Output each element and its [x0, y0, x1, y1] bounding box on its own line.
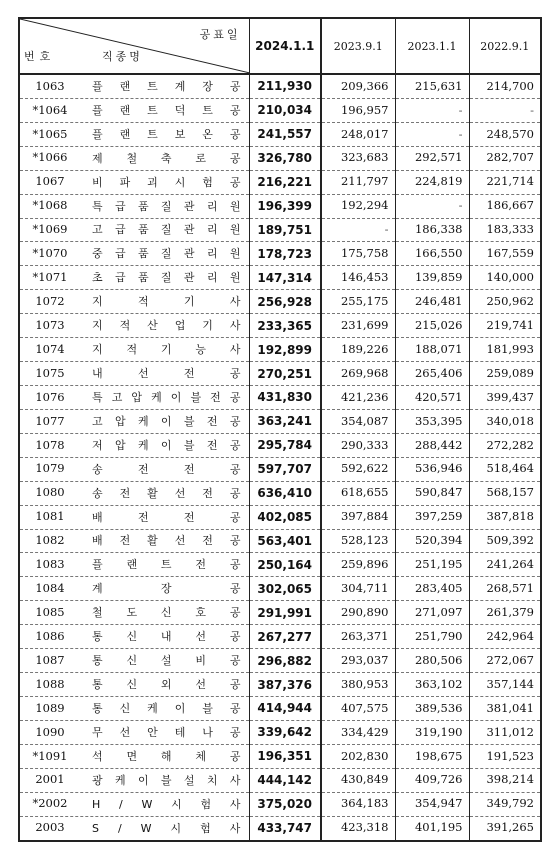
job-code: 1078 — [35, 437, 65, 452]
wage-current: 636,410 — [249, 481, 321, 505]
job-code: *1065 — [32, 126, 68, 141]
job-name: 내 선 전 공 — [92, 367, 241, 381]
wage-current: 178,723 — [249, 242, 321, 266]
wage-value: 259,896 — [321, 553, 395, 577]
wage-value: 167,559 — [469, 242, 541, 266]
job-cell — [19, 314, 249, 338]
job-code: 1089 — [35, 700, 65, 715]
wage-current: 147,314 — [249, 266, 321, 290]
wage-current: 302,065 — [249, 577, 321, 601]
table-row — [19, 816, 541, 840]
job-cell — [19, 266, 249, 290]
wage-value: 186,338 — [395, 218, 469, 242]
job-name: 무 선 안 테 나 공 — [92, 725, 241, 739]
wage-value: 211,797 — [321, 170, 395, 194]
wage-value: 353,395 — [395, 409, 469, 433]
wage-value: 421,236 — [321, 385, 395, 409]
wage-value: 188,071 — [395, 338, 469, 362]
wage-value: - — [395, 194, 469, 218]
wage-value: 251,195 — [395, 553, 469, 577]
wage-value: 387,818 — [469, 505, 541, 529]
job-code: 1080 — [35, 485, 65, 500]
wage-value: 250,962 — [469, 290, 541, 314]
job-name: 계 장 공 — [92, 582, 241, 596]
job-code: *2002 — [32, 796, 68, 811]
job-name: 지 적 산 업 기 사 — [92, 319, 241, 333]
wage-current: 267,277 — [249, 625, 321, 649]
wage-value: 246,481 — [395, 290, 469, 314]
job-name: 고 급 품 질 관 리 원 — [92, 223, 241, 237]
wage-current: 210,034 — [249, 98, 321, 122]
job-code: 1075 — [35, 365, 65, 380]
job-name: 송 전 전 공 — [92, 462, 241, 476]
job-code: 2003 — [35, 820, 65, 835]
wage-current: 563,401 — [249, 529, 321, 553]
wage-value: 139,859 — [395, 266, 469, 290]
date-header-current: 2024.1.1 — [249, 18, 321, 74]
wage-value: 399,437 — [469, 385, 541, 409]
wage-value: 349,792 — [469, 792, 541, 816]
table-row — [19, 242, 541, 266]
wage-value: 323,683 — [321, 146, 395, 170]
wage-value: 140,000 — [469, 266, 541, 290]
header-row — [19, 18, 541, 74]
job-cell — [19, 529, 249, 553]
wage-current: 296,882 — [249, 649, 321, 673]
wage-value: 265,406 — [395, 362, 469, 386]
table-row — [19, 649, 541, 673]
wage-value: 357,144 — [469, 673, 541, 697]
wage-value: 224,819 — [395, 170, 469, 194]
job-code: *1071 — [32, 270, 68, 285]
wage-value: 261,379 — [469, 601, 541, 625]
job-code: 1076 — [35, 389, 65, 404]
job-name: 제 철 축 로 공 — [92, 151, 241, 165]
job-name-label: 직종명 — [102, 50, 143, 63]
job-code: 1072 — [35, 294, 65, 308]
wage-current: 402,085 — [249, 505, 321, 529]
wage-value: 381,041 — [469, 696, 541, 720]
wage-value: 354,947 — [395, 792, 469, 816]
job-name: 특 고 압 케 이 블 전 공 — [92, 390, 241, 404]
job-code: 1067 — [35, 174, 65, 189]
wage-current: 192,899 — [249, 338, 321, 362]
wage-current: 233,365 — [249, 314, 321, 338]
job-cell — [19, 481, 249, 505]
job-name: 플 랜 트 계 장 공 — [92, 79, 241, 93]
job-code: 1081 — [35, 509, 65, 524]
job-name: 송 전 활 선 전 공 — [92, 486, 241, 500]
job-name: S / W 시 험 사 — [92, 821, 241, 835]
wage-value: - — [469, 98, 541, 122]
wage-current: 431,830 — [249, 385, 321, 409]
wage-value: 380,953 — [321, 673, 395, 697]
wage-value: 189,226 — [321, 338, 395, 362]
job-code: 1088 — [35, 676, 65, 691]
table-row — [19, 481, 541, 505]
job-name: 플 랜 트 보 온 공 — [92, 127, 241, 141]
job-cell — [19, 146, 249, 170]
wage-current: 250,164 — [249, 553, 321, 577]
wage-value: 401,195 — [395, 816, 469, 840]
job-cell — [19, 744, 249, 768]
wage-value: 242,964 — [469, 625, 541, 649]
wage-value: 272,067 — [469, 649, 541, 673]
job-code: *1066 — [32, 150, 68, 165]
wage-value: 255,175 — [321, 290, 395, 314]
table-row — [19, 218, 541, 242]
diagonal-header-cell — [19, 18, 249, 74]
wage-value: 283,405 — [395, 577, 469, 601]
wage-value: 397,884 — [321, 505, 395, 529]
wage-current: 291,991 — [249, 601, 321, 625]
wage-current: 196,351 — [249, 744, 321, 768]
table-row — [19, 314, 541, 338]
wage-value: 209,366 — [321, 74, 395, 98]
job-name: 중 급 품 질 관 리 원 — [92, 247, 241, 261]
table-row — [19, 194, 541, 218]
wage-value: 191,523 — [469, 744, 541, 768]
job-cell — [19, 385, 249, 409]
job-name: 고 압 케 이 블 전 공 — [92, 414, 241, 428]
table-row — [19, 792, 541, 816]
table-row — [19, 744, 541, 768]
wage-value: 231,699 — [321, 314, 395, 338]
job-code: 1074 — [35, 341, 65, 356]
table-row — [19, 457, 541, 481]
wage-value: 214,700 — [469, 74, 541, 98]
job-name: 배 전 활 선 전 공 — [92, 534, 241, 548]
table-row — [19, 146, 541, 170]
wage-value: 280,506 — [395, 649, 469, 673]
wage-current: 387,376 — [249, 673, 321, 697]
table-row — [19, 505, 541, 529]
wage-value: 186,667 — [469, 194, 541, 218]
job-code: 1086 — [35, 628, 65, 643]
job-cell — [19, 98, 249, 122]
wage-current: 433,747 — [249, 816, 321, 840]
job-name: 통 신 외 선 공 — [92, 678, 241, 691]
job-name: 특 급 품 질 관 리 원 — [92, 199, 241, 213]
wage-value: 192,294 — [321, 194, 395, 218]
job-name: 석 면 해 체 공 — [92, 749, 241, 763]
wage-value: 263,371 — [321, 625, 395, 649]
wage-value: 272,282 — [469, 433, 541, 457]
job-cell — [19, 505, 249, 529]
wage-value: 248,017 — [321, 122, 395, 146]
wage-value: 248,570 — [469, 122, 541, 146]
job-cell — [19, 673, 249, 697]
job-cell — [19, 74, 249, 98]
job-code: *1064 — [32, 102, 68, 117]
wage-current: 339,642 — [249, 720, 321, 744]
table-row — [19, 553, 541, 577]
wage-value: 292,571 — [395, 146, 469, 170]
job-code: *1068 — [32, 198, 68, 213]
job-code: 1083 — [35, 557, 65, 572]
wage-value: 181,993 — [469, 338, 541, 362]
job-cell — [19, 625, 249, 649]
job-code: 1082 — [35, 533, 65, 548]
job-name: 플 랜 트 전 공 — [92, 558, 241, 572]
wage-value: 269,968 — [321, 362, 395, 386]
job-cell — [19, 553, 249, 577]
wage-value: 198,675 — [395, 744, 469, 768]
wage-current: 270,251 — [249, 362, 321, 386]
wage-current: 189,751 — [249, 218, 321, 242]
job-cell — [19, 338, 249, 362]
wage-value: 219,741 — [469, 314, 541, 338]
wage-value: 175,758 — [321, 242, 395, 266]
table-row — [19, 720, 541, 744]
job-code: *1091 — [32, 748, 68, 763]
table-row — [19, 290, 541, 314]
wage-current: 216,221 — [249, 170, 321, 194]
wage-table-container — [18, 17, 540, 842]
job-cell — [19, 457, 249, 481]
table-row — [19, 338, 541, 362]
wage-current: 444,142 — [249, 768, 321, 792]
job-cell — [19, 768, 249, 792]
job-code: 1077 — [35, 413, 65, 428]
wage-value: 293,037 — [321, 649, 395, 673]
table-row — [19, 98, 541, 122]
date-header-2023-1: 2023.1.1 — [395, 18, 469, 74]
job-cell — [19, 792, 249, 816]
wage-value: 290,333 — [321, 433, 395, 457]
wage-value: 196,957 — [321, 98, 395, 122]
job-cell — [19, 218, 249, 242]
table-row — [19, 170, 541, 194]
wage-value: 389,536 — [395, 696, 469, 720]
job-code: *1070 — [32, 246, 68, 261]
wage-value: 259,089 — [469, 362, 541, 386]
job-name: 초 급 품 질 관 리 원 — [92, 271, 241, 285]
wage-value: 568,157 — [469, 481, 541, 505]
wage-value: 407,575 — [321, 696, 395, 720]
job-cell — [19, 409, 249, 433]
wage-value: 282,707 — [469, 146, 541, 170]
wage-current: 196,399 — [249, 194, 321, 218]
job-name: H / W 시 험 사 — [92, 797, 241, 811]
job-cell — [19, 194, 249, 218]
wage-value: 319,190 — [395, 720, 469, 744]
wage-value: 430,849 — [321, 768, 395, 792]
wage-value: 334,429 — [321, 720, 395, 744]
wage-value: 215,631 — [395, 74, 469, 98]
job-code: 1090 — [35, 724, 65, 739]
job-cell — [19, 720, 249, 744]
table-row — [19, 673, 541, 697]
number-label: 번호 — [24, 50, 56, 63]
job-cell — [19, 362, 249, 386]
wage-value: 528,123 — [321, 529, 395, 553]
job-code: 1085 — [35, 604, 65, 619]
table-row — [19, 577, 541, 601]
job-cell — [19, 816, 249, 840]
wage-value: 271,097 — [395, 601, 469, 625]
wage-value: 221,714 — [469, 170, 541, 194]
wage-value: 590,847 — [395, 481, 469, 505]
job-name: 통 신 케 이 블 공 — [92, 701, 241, 715]
wage-current: 414,944 — [249, 696, 321, 720]
job-name: 지 적 기 능 사 — [92, 343, 241, 357]
wage-value: 518,464 — [469, 457, 541, 481]
job-cell — [19, 122, 249, 146]
job-cell — [19, 433, 249, 457]
wage-value: 397,259 — [395, 505, 469, 529]
job-code: 1063 — [35, 78, 65, 93]
job-code: *1069 — [32, 222, 68, 237]
table-row — [19, 362, 541, 386]
job-code: 1073 — [35, 317, 65, 332]
wage-current: 326,780 — [249, 146, 321, 170]
wage-value: - — [321, 218, 395, 242]
table-row — [19, 385, 541, 409]
date-header-2022-9: 2022.9.1 — [469, 18, 541, 74]
wage-value: 311,012 — [469, 720, 541, 744]
table-row — [19, 601, 541, 625]
table-row — [19, 433, 541, 457]
wage-value: 241,264 — [469, 553, 541, 577]
table-row — [19, 409, 541, 433]
wage-value: 202,830 — [321, 744, 395, 768]
table-body — [19, 74, 541, 841]
wage-current: 241,557 — [249, 122, 321, 146]
table-row — [19, 768, 541, 792]
wage-value: 166,550 — [395, 242, 469, 266]
table-row — [19, 696, 541, 720]
job-name: 철 도 신 호 공 — [92, 606, 241, 620]
job-cell — [19, 649, 249, 673]
job-cell — [19, 696, 249, 720]
wage-value: 290,890 — [321, 601, 395, 625]
job-name: 배 전 전 공 — [92, 510, 241, 524]
job-cell — [19, 290, 249, 314]
wage-value: 304,711 — [321, 577, 395, 601]
wage-value: 423,318 — [321, 816, 395, 840]
wage-value: - — [395, 98, 469, 122]
job-name: 광 케 이 블 설 치 사 — [92, 773, 241, 787]
wage-value: 592,622 — [321, 457, 395, 481]
date-header-2023-9: 2023.9.1 — [321, 18, 395, 74]
wage-value: 363,102 — [395, 673, 469, 697]
wage-current: 256,928 — [249, 290, 321, 314]
wage-value: 215,026 — [395, 314, 469, 338]
job-code: 2001 — [35, 772, 65, 787]
job-name: 통 신 내 선 공 — [92, 630, 241, 644]
wage-current: 597,707 — [249, 457, 321, 481]
wage-value: 340,018 — [469, 409, 541, 433]
wage-value: 520,394 — [395, 529, 469, 553]
wage-value: 398,214 — [469, 768, 541, 792]
wage-value: 251,790 — [395, 625, 469, 649]
table-row — [19, 74, 541, 98]
wage-table — [18, 17, 542, 842]
table-row — [19, 122, 541, 146]
job-cell — [19, 601, 249, 625]
wage-value: - — [395, 122, 469, 146]
wage-value: 509,392 — [469, 529, 541, 553]
wage-current: 295,784 — [249, 433, 321, 457]
wage-current: 375,020 — [249, 792, 321, 816]
job-cell — [19, 577, 249, 601]
job-code: 1079 — [35, 461, 65, 476]
wage-value: 364,183 — [321, 792, 395, 816]
job-name: 지 적 기 사 — [92, 295, 241, 309]
announce-date-label: 공표일 — [199, 28, 241, 41]
job-cell — [19, 242, 249, 266]
wage-value: 536,946 — [395, 457, 469, 481]
wage-current: 363,241 — [249, 409, 321, 433]
job-name: 비 파 괴 시 험 공 — [92, 175, 241, 189]
wage-value: 354,087 — [321, 409, 395, 433]
wage-value: 146,453 — [321, 266, 395, 290]
table-row — [19, 266, 541, 290]
job-name: 저 압 케 이 블 전 공 — [92, 438, 241, 452]
wage-value: 618,655 — [321, 481, 395, 505]
job-code: 1084 — [35, 581, 65, 596]
table-row — [19, 529, 541, 553]
wage-value: 409,726 — [395, 768, 469, 792]
wage-value: 183,333 — [469, 218, 541, 242]
wage-value: 288,442 — [395, 433, 469, 457]
job-name: 플 랜 트 덕 트 공 — [92, 103, 241, 117]
job-cell — [19, 170, 249, 194]
wage-value: 391,265 — [486, 820, 534, 835]
table-row — [19, 625, 541, 649]
wage-value: 420,571 — [395, 385, 469, 409]
job-name: 통 신 설 비 공 — [92, 654, 241, 668]
wage-current: 211,930 — [249, 74, 321, 98]
wage-value: 268,571 — [469, 577, 541, 601]
job-code: 1087 — [35, 652, 65, 667]
